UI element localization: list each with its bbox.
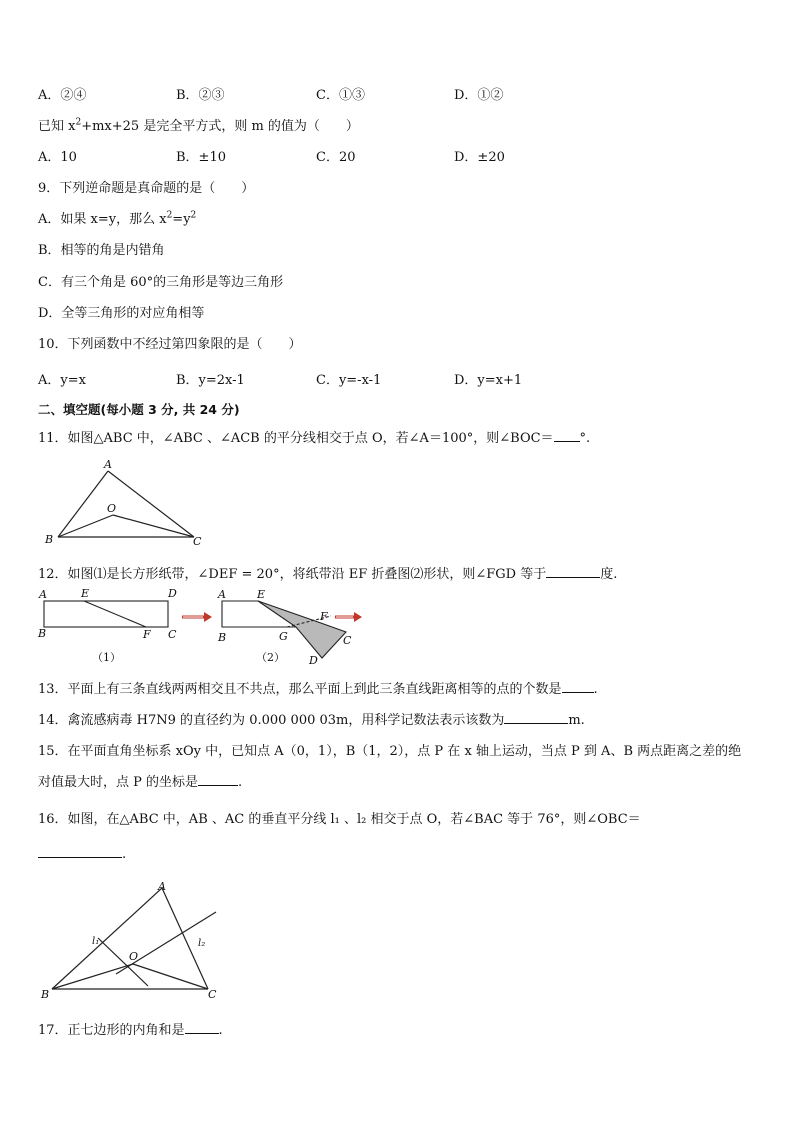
q7-option-a: A．②④ [38, 88, 87, 103]
q16-perpendicular-bisector-l1 [98, 938, 148, 986]
q12-text-end: 度. [600, 567, 618, 582]
q12-fig1-rectangle [44, 601, 168, 627]
q16-label-o: O [129, 950, 139, 963]
q12-answer-blank[interactable] [546, 565, 600, 578]
q12-fig2-label-c: C [343, 634, 352, 647]
q17-answer-blank[interactable] [185, 1021, 219, 1034]
q8-option-c: C．20 [316, 150, 356, 165]
q16-label-l1: l₁ [92, 936, 100, 947]
q13-text-end: . [593, 682, 598, 697]
q11-text: 11．如图△ABC 中，∠ABC 、∠ACB 的平分线相交于点 O，若∠A＝100°，则∠BOC＝ [38, 431, 554, 446]
q9-option-c: C．有三个角是 60°的三角形是等边三角形 [38, 275, 284, 290]
q16-line2 [38, 845, 126, 862]
q8-options [38, 146, 758, 164]
q13-stem [38, 678, 598, 697]
q12-fig1-label-d: D [168, 587, 177, 600]
q17-text: 17．正七边形的内角和是 [38, 1023, 185, 1038]
q16-label-l2: l₂ [198, 938, 206, 949]
q8-stem [38, 115, 359, 134]
q9-option-a-text2: =y [172, 212, 191, 227]
q9-option-b: B．相等的角是内错角 [38, 243, 165, 258]
q16-line1: 16．如图，在△ABC 中，AB 、AC 的垂直平分线 l₁ 、l₂ 相交于点 O，若∠BAC 等于 76°，则∠OBC＝ [38, 812, 641, 827]
q12-arrow-icon [182, 612, 212, 622]
q15-line1: 15．在平面直角坐标系 xOy 中，已知点 A（0，1），B（1，2），点 P 在 x 轴上运动，当点 P 到 A、B 两点距离之差的绝 [38, 744, 742, 759]
q11-label-c: C [193, 535, 202, 547]
q17-text-end: . [218, 1023, 223, 1038]
q12-text: 12．如图⑴是长方形纸带，∠DEF = 20°，将纸带沿 EF 折叠图⑵形状，则∠FGD 等于 [38, 567, 547, 582]
q16-label-b: B [41, 988, 50, 1000]
q16-triangle-figure [36, 876, 236, 1000]
q12-fig2-label-b: B [218, 631, 227, 644]
q12-fig1-label-a: A [39, 588, 47, 601]
q11-stem [38, 427, 590, 446]
q12-stem [38, 563, 617, 582]
q9-stem: 9．下列逆命题是真命题的是（ ） [38, 181, 255, 196]
q15-line2 [38, 771, 242, 790]
q10-options [38, 369, 758, 387]
q8-option-a: A．10 [38, 150, 77, 165]
q12-fig2-label-f: F [320, 610, 328, 623]
q13-answer-blank[interactable] [562, 680, 594, 693]
q11-triangle-figure [38, 455, 208, 547]
q14-text: 14．禽流感病毒 H7N9 的直径约为 0.000 000 03m，用科学记数法表示该数为 [38, 713, 505, 728]
q16-segment-oc [133, 964, 208, 989]
q9-option-a [38, 208, 196, 227]
q9-sup2: 2 [190, 210, 197, 221]
q8-sup: 2 [75, 117, 82, 128]
q12-fig2-label-d: D [309, 654, 318, 667]
q11-label-b: B [45, 533, 54, 546]
q11-text-end: °. [579, 431, 591, 446]
q12-fig1-label-b: B [38, 627, 47, 640]
q9-option-a-text: A．如果 x=y，那么 x [38, 212, 167, 227]
q12-fig1-label-f: F [143, 628, 151, 641]
q8-option-d: D．±20 [454, 150, 505, 165]
q15-text-end: . [238, 775, 243, 790]
q11-bisector-co [113, 515, 194, 537]
q16-segment-ob [52, 964, 133, 989]
q12-fig1-label-e: E [81, 587, 90, 600]
q16-label-a: A [158, 880, 166, 893]
q12-fig1-caption: （1） [92, 651, 121, 664]
q8-text-b: +mx+25 是完全平方式，则 m 的值为（ ） [81, 119, 359, 134]
q14-stem [38, 709, 585, 728]
q12-arrow-icon-2 [335, 612, 362, 622]
q13-text: 13．平面上有三条直线两两相交且不共点，那么平面上到此三条直线距离相等的点的个数是 [38, 682, 562, 697]
q12-fig2-folded-part [258, 601, 346, 658]
section-title: 二、填空题(每小题 3 分, 共 24 分) [38, 402, 240, 417]
q7-option-d: D．①② [454, 88, 504, 103]
q7-option-c: C．①③ [316, 88, 365, 103]
q11-side-ac [108, 471, 194, 537]
q8-text-a: 已知 x [38, 119, 76, 134]
q16-side-ab [52, 888, 162, 989]
q10-option-d: D．y=x+1 [454, 373, 523, 388]
q15-text: 对值最大时，点 P 的坐标是 [38, 775, 199, 790]
q10-stem: 10．下列函数中不经过第四象限的是（ ） [38, 337, 302, 352]
q11-answer-blank[interactable] [554, 429, 580, 442]
q16-text-end: . [122, 847, 127, 862]
q12-fig1-fold-line [84, 601, 146, 627]
q12-fig2-label-e: E [257, 588, 266, 601]
q15-answer-blank[interactable] [198, 773, 238, 786]
q9-option-d: D．全等三角形的对应角相等 [38, 306, 205, 321]
q17-stem [38, 1019, 223, 1038]
q7-options [38, 84, 758, 102]
q12-paper-strip-figures [34, 584, 374, 668]
q11-label-o: O [107, 502, 117, 515]
q10-option-b: B．y=2x-1 [176, 373, 245, 388]
q7-option-b: B．②③ [176, 88, 225, 103]
q12-fig2-label-g: G [279, 630, 288, 643]
q12-fig2-label-a: A [218, 588, 226, 601]
q11-label-a: A [104, 458, 112, 471]
q14-answer-blank[interactable] [504, 711, 568, 724]
q12-fig2-caption: （2） [256, 651, 285, 664]
q16-label-c: C [208, 988, 217, 1000]
q16-answer-blank[interactable] [38, 845, 122, 858]
q8-option-b: B．±10 [176, 150, 226, 165]
q9-sup1: 2 [166, 210, 173, 221]
q12-fig1-label-c: C [168, 628, 177, 641]
q10-option-c: C．y=-x-1 [316, 373, 382, 388]
q10-option-a: A．y=x [38, 373, 86, 388]
q14-text-end: m. [568, 713, 585, 728]
